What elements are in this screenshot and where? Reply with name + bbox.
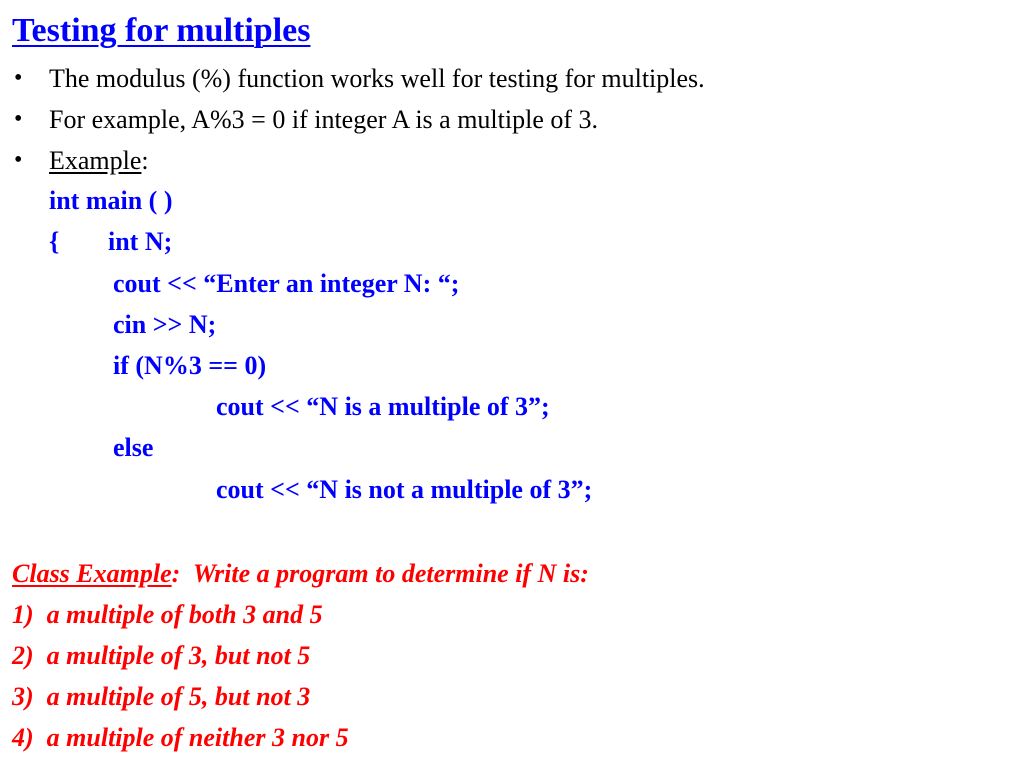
bullet-marker: • xyxy=(14,65,23,91)
bullet-item xyxy=(12,99,705,140)
example-colon: : xyxy=(141,146,149,175)
class-example-item: 3) a multiple of 5, but not 3 xyxy=(12,682,311,711)
class-example-label: Class Example xyxy=(12,559,172,588)
code-line-output-not-multiple: cout << “N is not a multiple of 3”; xyxy=(216,475,593,504)
class-example-prompt: Write a program to determine if N is: xyxy=(180,559,589,588)
class-example-item: 4) a multiple of neither 3 nor 5 xyxy=(12,723,349,752)
bullet-text: For example, A%3 = 0 if integer A is a multiple of 3. xyxy=(49,105,599,134)
bullet-item xyxy=(12,140,705,181)
code-line-else: else xyxy=(113,433,154,462)
bullet-text: The modulus (%) function works well for testing for multiples. xyxy=(49,64,705,93)
slide-title: Testing for multiples xyxy=(12,12,311,49)
example-label: Example xyxy=(49,146,142,175)
bullet-marker: • xyxy=(14,147,23,173)
code-line-prompt: cout << “Enter an integer N: “; xyxy=(113,269,460,298)
class-example-item: 1) a multiple of both 3 and 5 xyxy=(12,600,323,629)
bullet-list xyxy=(12,58,705,181)
code-line-input: cin >> N; xyxy=(113,310,217,339)
code-line-declare: int N; xyxy=(108,227,173,256)
bullet-item xyxy=(12,58,705,99)
code-line-main: int main ( ) xyxy=(49,186,173,215)
bullet-marker: • xyxy=(14,106,23,132)
class-example-heading xyxy=(12,557,589,591)
class-example-colon: : xyxy=(171,559,181,588)
code-line-if: if (N%3 == 0) xyxy=(113,351,267,380)
class-example-item: 2) a multiple of 3, but not 5 xyxy=(12,641,311,670)
code-line-open-brace: { xyxy=(49,227,60,256)
code-line-output-multiple: cout << “N is a multiple of 3”; xyxy=(216,392,550,421)
